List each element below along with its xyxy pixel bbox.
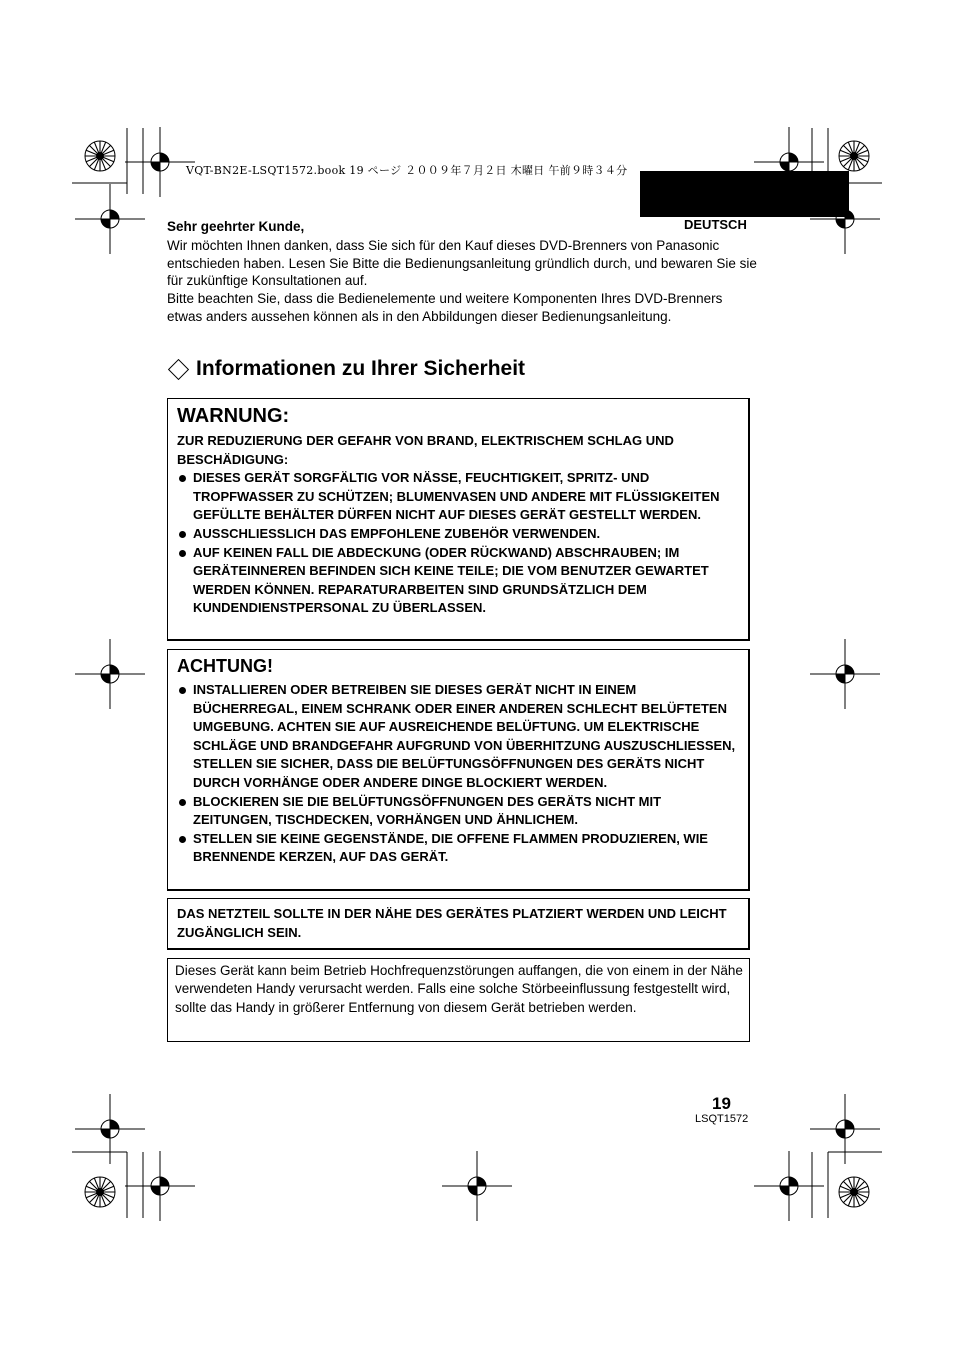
registration-mark — [75, 639, 145, 709]
bullet-icon — [179, 836, 186, 843]
registration-mark — [75, 184, 145, 254]
registration-mark — [754, 1151, 824, 1221]
intro-section — [167, 218, 757, 326]
interference-notice-box — [167, 958, 750, 1042]
warning-lead: ZUR REDUZIERUNG DER GEFAHR VON BRAND, ELEKTRISCHEM SCHLAG UND BESCHÄDIGUNG: — [177, 433, 674, 467]
intro-paragraph: Wir möchten Ihnen danken, dass Sie sich für den Kauf dieses DVD-Brenners von Panasonic entschieden haben. Lesen Sie Bitte die Bedienungsanleitung gründlich durch, und bewaren Sie sie für zukünftige Konsultationen auf. — [167, 237, 757, 289]
corner-star-top-right — [839, 141, 869, 171]
caution-list — [177, 681, 742, 867]
registration-mark — [810, 639, 880, 709]
bullet-icon — [179, 475, 186, 482]
warning-item: AUF KEINEN FALL DIE ABDECKUNG (ODER RÜCKWAND) ABSCHRAUBEN; IM GERÄTEINNEREN BEFINDEN SICH KEINE TEILE; DIE VOM BENUTZER GEWARTET WERDEN KÖNNEN. REPARATURARBEITEN SIND GRUNDSÄTZLICH DEM KUNDENDIENSTPERSONAL ZU ÜBERLASSEN. — [177, 544, 742, 618]
caution-box — [167, 649, 750, 891]
warning-item: AUSSCHLIESSLICH DAS EMPFOHLENE ZUBEHÖR VERWENDEN. — [177, 525, 742, 544]
section-title — [167, 357, 525, 381]
registration-mark — [442, 1151, 512, 1221]
warning-box — [167, 398, 750, 641]
language-label: DEUTSCH — [684, 217, 747, 232]
greeting: Sehr geehrter Kunde, — [167, 219, 305, 234]
caution-item: INSTALLIEREN ODER BETREIBEN SIE DIESES GERÄT NICHT IN EINEM BÜCHERREGAL, EINEM SCHRANK ODER EINER ANDEREN SCHLECHT BELÜFTETEN UMGEBUNG. ACHTEN SIE AUF AUSREICHENDE BELÜFTUNG. UM ELEKTRISCHE SCHLÄGE UND BRANDGEFAHR AUFGRUND VON ÜBERHITZUNG AUSZUSCHLIESSEN, STELLEN SIE SICHER, DASS DIE BELÜFTUNGSÖFFNUNGEN DES GERÄTS NICHT DURCH VORHÄNGE ODER ANDERE DINGE BLOCKIERT WERDEN. — [177, 681, 742, 793]
warning-title: WARNUNG: — [177, 405, 290, 427]
bullet-icon — [179, 550, 186, 557]
print-slug-header: VQT-BN2E-LSQT1572.book 19 ページ ２００９年７月２日 木曜日 午前９時３４分 — [186, 164, 628, 177]
caution-item: BLOCKIEREN SIE DIE BELÜFTUNGSÖFFNUNGEN DES GERÄTS NICHT MIT ZEITUNGEN, TISCHDECKEN, VORHÄNGEN UND ÄHNLICHEM. — [177, 793, 742, 830]
bullet-icon — [179, 799, 186, 806]
corner-star-bottom-left — [85, 1177, 115, 1207]
registration-mark — [125, 1151, 195, 1221]
bullet-icon — [179, 531, 186, 538]
caution-title: ACHTUNG! — [177, 656, 273, 676]
interference-notice-text: Dieses Gerät kann beim Betrieb Hochfrequenzstörungen auffangen, die von einem in der Nähe verwendeten Handy verursacht werden. Falls eine solche Störbeeinflussung festgestellt wird, sollte das Handy in größerer Entfernung von diesem Gerät betrieben werden. — [175, 963, 743, 1015]
power-notice-text: DAS NETZTEIL SOLLTE IN DER NÄHE DES GERÄTES PLATZIERT WERDEN UND LEICHT ZUGÄNGLICH SEIN. — [177, 906, 727, 940]
document-code: LSQT1572 — [695, 1113, 749, 1125]
registration-mark — [75, 1094, 145, 1164]
registration-mark — [810, 1094, 880, 1164]
corner-star-top-left — [85, 141, 115, 171]
page-number: 19 — [712, 1094, 731, 1113]
warning-item: DIESES GERÄT SORGFÄLTIG VOR NÄSSE, FEUCHTIGKEIT, SPRITZ- UND TROPFWASSER ZU SCHÜTZEN; BLUMENVASEN UND ANDERE MIT FLÜSSIGKEITEN GEFÜLLTE BEHÄLTER DÜRFEN NICHT AUF DIESES GERÄT GESTELLT WERDEN. — [177, 469, 742, 525]
corner-star-bottom-right — [839, 1177, 869, 1207]
bullet-icon — [179, 687, 186, 694]
caution-item: STELLEN SIE KEINE GEGENSTÄNDE, DIE OFFENE FLAMMEN PRODUZIEREN, WIE BRENNENDE KERZEN, AUF DAS GERÄT. — [177, 830, 742, 867]
language-tab-bar — [640, 171, 849, 217]
diamond-icon — [168, 358, 189, 379]
registration-mark — [125, 127, 195, 197]
power-notice-box — [167, 898, 750, 950]
warning-list — [177, 469, 742, 618]
section-title-text: Informationen zu Ihrer Sicherheit — [196, 357, 526, 380]
intro-paragraph: Bitte beachten Sie, dass die Bedienelemente und weitere Komponenten Ihres DVD-Brenners etwas anders aussehen können als in den Abbildungen dieser Bedienungsanleitung. — [167, 291, 723, 324]
